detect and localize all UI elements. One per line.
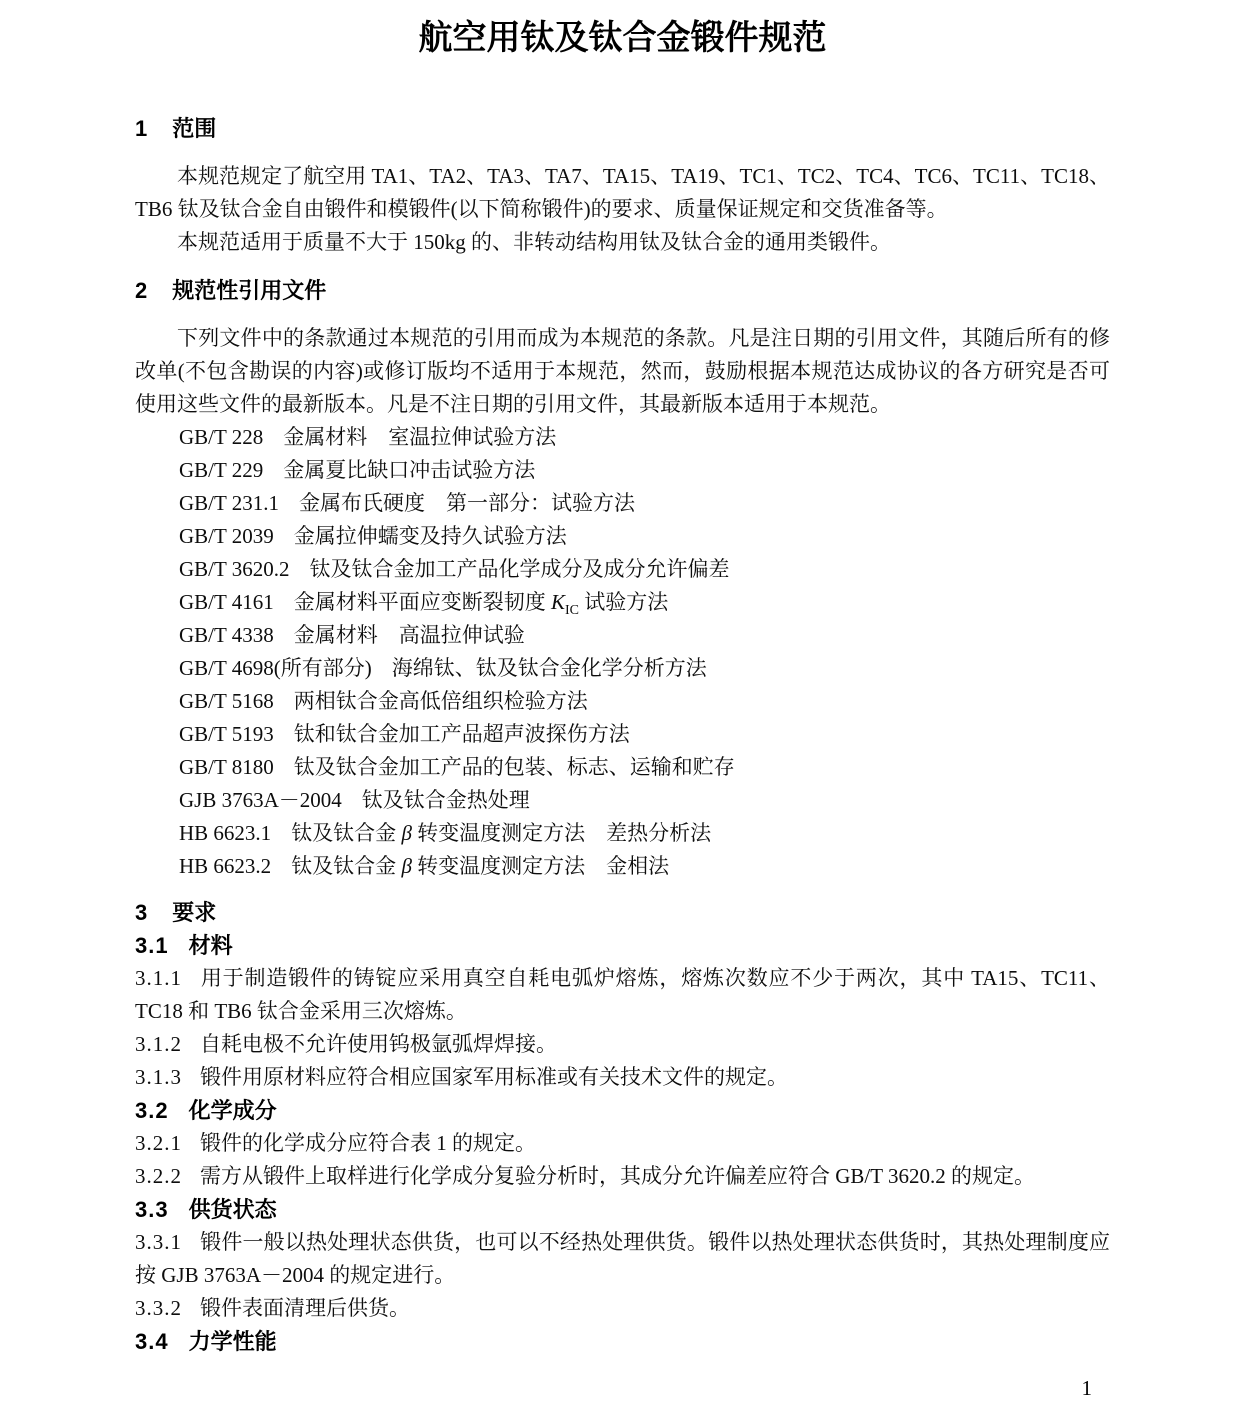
- section-3-3-number: 3.3: [135, 1197, 169, 1222]
- reference-code: GB/T 229: [179, 458, 264, 482]
- reference-title-post: 转变温度测定方法 差热分析法: [411, 821, 712, 845]
- reference-item: [179, 850, 1110, 883]
- page-number: 1: [1081, 1376, 1092, 1400]
- section-3-3-heading: [135, 1193, 1110, 1226]
- clause-number: 3.3.1: [135, 1230, 182, 1254]
- section-3-4-number: 3.4: [135, 1329, 169, 1354]
- clause-number: 3.1.3: [135, 1065, 182, 1089]
- reference-item: [179, 487, 1110, 520]
- reference-title: 金属材料 高温拉伸试验: [293, 623, 525, 647]
- reference-code: GJB 3763A－2004: [179, 788, 342, 812]
- reference-item: [179, 421, 1110, 454]
- section-scope: [135, 112, 1110, 259]
- section-3-heading: [135, 896, 1110, 929]
- reference-title: 海绵钛、钛及钛合金化学分析方法: [391, 656, 707, 680]
- section-3-number: 3: [135, 900, 149, 925]
- clause-3-3-2: [135, 1292, 1110, 1325]
- reference-code: GB/T 228: [179, 425, 264, 449]
- clause-text: 用于制造锻件的铸锭应采用真空自耗电弧炉熔炼，熔炼次数应不少于两次，其中 TA15、TC11、TC18 和 TB6 钛合金采用三次熔炼。: [135, 966, 1110, 1023]
- section-3-4-title: 力学性能: [188, 1329, 277, 1354]
- clause-number: 3.1.2: [135, 1032, 182, 1056]
- reference-code: GB/T 5168: [179, 689, 274, 713]
- reference-item: [179, 685, 1110, 718]
- fracture-toughness-symbol: K: [550, 590, 565, 614]
- reference-title-pre: 钛及钛合金: [291, 854, 402, 878]
- reference-item: [179, 520, 1110, 553]
- clause-3-1-3: [135, 1061, 1110, 1094]
- clause-3-2-2: [135, 1160, 1110, 1193]
- reference-item: [179, 652, 1110, 685]
- reference-title: 金属材料 室温拉伸试验方法: [283, 425, 557, 449]
- reference-code: HB 6623.2: [179, 854, 272, 878]
- reference-code: GB/T 231.1: [179, 491, 279, 515]
- section-3-2-title: 化学成分: [188, 1098, 277, 1123]
- clause-text: 锻件一般以热处理状态供货，也可以不经热处理供货。锻件以热处理状态供货时，其热处理制度应按 GJB 3763A－2004 的规定进行。: [135, 1230, 1110, 1287]
- reference-code: GB/T 8180: [179, 755, 274, 779]
- section-normative-references: [135, 274, 1110, 883]
- reference-title: 钛及钛合金加工产品的包装、标志、运输和贮存: [293, 755, 735, 779]
- clause-text: 锻件用原材料应符合相应国家军用标准或有关技术文件的规定。: [200, 1065, 788, 1089]
- clause-number: 3.2.1: [135, 1131, 182, 1155]
- reference-title: 金属夏比缺口冲击试验方法: [283, 458, 536, 482]
- beta-symbol: β: [401, 821, 412, 845]
- reference-item: [179, 718, 1110, 751]
- reference-title: 钛及钛合金热处理: [361, 788, 530, 812]
- reference-code: GB/T 3620.2: [179, 557, 290, 581]
- clause-number: 3.3.2: [135, 1296, 182, 1320]
- section-2-heading: [135, 274, 1110, 307]
- section-3-4-heading: [135, 1325, 1110, 1358]
- section-3-title: 要求: [172, 900, 217, 925]
- reference-title-pre: 钛及钛合金: [291, 821, 402, 845]
- clause-text: 锻件表面清理后供货。: [200, 1296, 410, 1320]
- reference-item: [179, 817, 1110, 850]
- reference-item: [179, 619, 1110, 652]
- section-3-1-number: 3.1: [135, 933, 169, 958]
- section-1-heading: [135, 112, 1110, 145]
- reference-title: 金属布氏硬度 第一部分：试验方法: [298, 491, 635, 515]
- reference-title: 钛和钛合金加工产品超声波探伤方法: [293, 722, 630, 746]
- reference-title: 两相钛合金高低倍组织检验方法: [293, 689, 588, 713]
- clause-3-1-1: [135, 962, 1110, 1028]
- clause-text: 需方从锻件上取样进行化学成分复验分析时，其成分允许偏差应符合 GB/T 3620.2 的规定。: [200, 1164, 1035, 1188]
- reference-title-pre: 金属材料平面应变断裂韧度: [293, 590, 551, 614]
- reference-code: GB/T 2039: [179, 524, 274, 548]
- clause-text: 自耗电极不允许使用钨极氩弧焊焊接。: [200, 1032, 557, 1056]
- section-1-number: 1: [135, 116, 149, 141]
- document-title: 航空用钛及钛合金锻件规范: [418, 19, 827, 57]
- reference-title: 钛及钛合金加工产品化学成分及成分允许偏差: [309, 557, 730, 581]
- section-3-2-number: 3.2: [135, 1098, 169, 1123]
- reference-item: [179, 553, 1110, 586]
- references-intro: 下列文件中的条款通过本规范的引用而成为本规范的条款。凡是注日期的引用文件，其随后所有的修改单(不包含勘误的内容)或修订版均不适用于本规范，然而，鼓励根据本规范达成协议的各方研究是否可使用这些文件的最新版本。凡是不注日期的引用文件，其最新版本适用于本规范。: [135, 326, 1110, 416]
- reference-code: GB/T 4161: [179, 590, 274, 614]
- reference-title: 金属拉伸蠕变及持久试验方法: [293, 524, 567, 548]
- clause-text: 锻件的化学成分应符合表 1 的规定。: [200, 1131, 536, 1155]
- reference-code: GB/T 5193: [179, 722, 274, 746]
- fracture-toughness-subscript: IC: [564, 603, 579, 619]
- section-2-number: 2: [135, 278, 149, 303]
- reference-item: [179, 751, 1110, 784]
- reference-list: [135, 421, 1110, 883]
- beta-symbol: β: [401, 854, 412, 878]
- clause-3-1-2: [135, 1028, 1110, 1061]
- reference-code: HB 6623.1: [179, 821, 272, 845]
- reference-title-post: 转变温度测定方法 金相法: [411, 854, 670, 878]
- clause-3-2-1: [135, 1127, 1110, 1160]
- reference-item: [179, 586, 1110, 619]
- scope-paragraph-2: 本规范适用于质量不大于 150kg 的、非转动结构用钛及钛合金的通用类锻件。: [177, 230, 891, 254]
- section-3-2-heading: [135, 1094, 1110, 1127]
- section-3-1-heading: [135, 929, 1110, 962]
- section-2-title: 规范性引用文件: [172, 278, 327, 303]
- reference-item: [179, 784, 1110, 817]
- clause-number: 3.2.2: [135, 1164, 182, 1188]
- section-requirements: [135, 896, 1110, 1358]
- reference-code: GB/T 4698(所有部分): [179, 656, 372, 680]
- section-3-1-title: 材料: [188, 933, 233, 958]
- section-1-title: 范围: [172, 116, 217, 141]
- section-3-3-title: 供货状态: [188, 1197, 277, 1222]
- scope-paragraph-1: 本规范规定了航空用 TA1、TA2、TA3、TA7、TA15、TA19、TC1、TC2、TC4、TC6、TC11、TC18、TB6 钛及钛合金自由锻件和模锻件(以下简称锻件)的要求、质量保证规定和交货准备等。: [135, 164, 1110, 221]
- clause-number: 3.1.1: [135, 966, 182, 990]
- reference-title-post: 试验方法: [578, 590, 669, 614]
- reference-code: GB/T 4338: [179, 623, 274, 647]
- reference-item: [179, 454, 1110, 487]
- clause-3-3-1: [135, 1226, 1110, 1292]
